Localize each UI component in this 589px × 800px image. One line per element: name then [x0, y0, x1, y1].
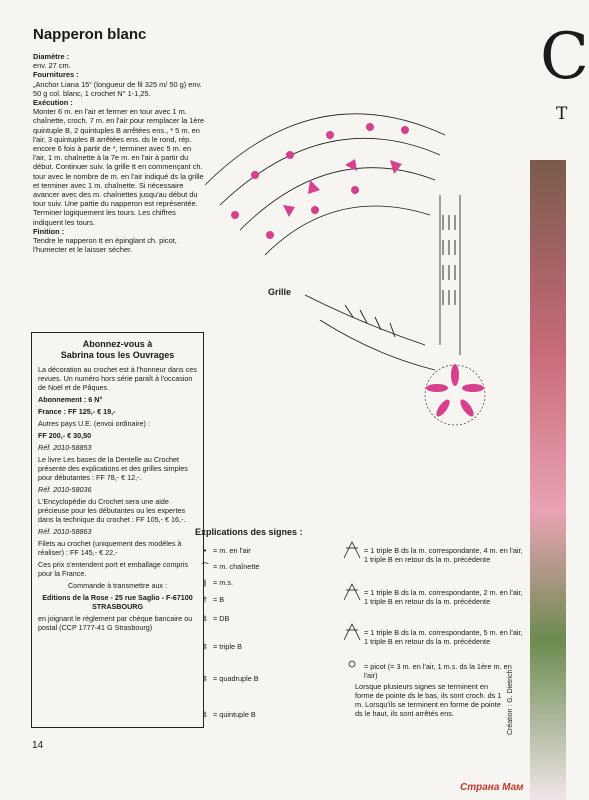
legend-cluster-4ch: = 1 triple B ds la m. correspondante, 4 m. en l'air, 1 triple B en retour ds la m. précédente [364, 546, 523, 564]
watermark: Страна Мам [460, 782, 524, 793]
box-ref-2-text: L'Encyclopédie du Crochet sera une aide précieuse pour les débutantes ou les expertes dans la technique du crochet : FF 105,- € 16,-. [38, 497, 186, 524]
box-publisher: Editions de la Rose - 25 rue Saglio - F-67100 STRASBOURG [42, 593, 193, 611]
diameter-value: env. 27 cm. [33, 61, 71, 71]
stitch-symbol-icon: | [203, 578, 207, 587]
design-credit: Création : G. Dietrich [507, 669, 514, 735]
legend-item: † = B [197, 595, 224, 604]
stitch-symbol-icon: • [203, 546, 207, 555]
legend-item: ‡ = DB [197, 614, 229, 623]
supplies-text: „Anchor Liana 15“ (longueur de fil 325 m/ 50 g) env. 50 g col. blanc, 1 crochet N° 1-1,25. [33, 79, 202, 98]
box-ref-1: Réf. 2010-58853 [38, 443, 92, 452]
legend-title: Explications des signes : [195, 527, 303, 537]
page-number: 14 [32, 740, 44, 751]
page-title: Napperon blanc [33, 26, 147, 43]
legend-cluster-5ch: = 1 triple B ds la m. correspondante, 5 m. en l'air, 1 triple B en retour ds la m. précédente [364, 628, 523, 646]
box-sub-eu: Autres pays U.E. (envoi ordinaire) : [38, 419, 150, 428]
legend-item: ⌒ = m. chaînette [197, 562, 259, 571]
box-ref-3-text: Filets au crochet (uniquement des modèles à réaliser) : FF 145,- € 22,- [38, 539, 182, 557]
instructions-column [33, 52, 205, 254]
box-sub-label: Abonnement : 6 N° [38, 395, 103, 404]
box-ref-2: Réf. 2010-58036 [38, 485, 92, 494]
grille-label: Grille [268, 287, 292, 297]
chart-center-flower [425, 364, 485, 425]
box-payment: en joignant le règlement par chèque bancaire ou postal (CCP 1777-41 G Strasbourg) [38, 614, 193, 632]
chart-stitch-posts [345, 215, 455, 337]
legend-cluster-icons [340, 540, 364, 670]
subscription-box [31, 332, 204, 728]
legend-cluster-2ch: = 1 triple B ds la m. correspondante, 2 m. en l'air, 1 triple B en retour ds la m. précédente [364, 588, 523, 606]
box-ref-1-text: Le livre Les bases de la Dentelle au Crochet présente des explications et des grilles simples pour débutantes : FF 78,- € 12,-. [38, 455, 188, 482]
finishing-label: Finition : [33, 226, 65, 236]
box-sub-france: France : FF 125,- € 19,- [38, 407, 116, 416]
box-heading-1: Abonnez-vous à [82, 339, 153, 349]
box-intro: La décoration au crochet est à l'honneur dans ces revues. Un numéro hors série paraît à l'occasion de Noël et de Pâques. [38, 365, 197, 392]
next-page-letter: C [540, 20, 589, 94]
diameter-label: Diamètre : [33, 52, 70, 61]
legend-item: ‡ = quadruple B [197, 674, 259, 683]
stitch-symbol-icon: ‡ [202, 642, 208, 651]
chart-pink-motifs [231, 123, 409, 239]
stitch-symbol-icon: ‡ [202, 614, 208, 623]
stitch-symbol-icon: ⌒ [201, 562, 209, 571]
crochet-chart [195, 95, 495, 440]
next-page-letter-small: T [556, 104, 568, 124]
finishing-text: Tendre le napperon tt en épinglant ch. picot, l'humecter et le laisser sécher. [33, 236, 177, 255]
box-order-label: Commande à transmettre aux : [67, 581, 168, 590]
stitch-symbol-icon: † [202, 595, 208, 604]
supplies-label: Fournitures : [33, 70, 79, 80]
stitch-symbol-icon: ‡ [202, 710, 208, 719]
legend-note: Lorsque plusieurs signes se terminent en forme de pointe ds le bas, ils sont croch. ds 1 m. Lorsqu'ils se terminent en forme de pointe ds le haut, ils sont arrêtés ens. [355, 682, 502, 718]
legend-item: ‡ = quintuple B [197, 710, 256, 719]
execution-text: Monter 6 m. en l'air et fermer en tour avec 1 m. chaînette, croch. 7 m. en l'air pour remplacer la 1ère quintuple B, 2 quintuples B arrêtées ens., * 5 m. en l'air, 3 quintuples B arrêtées ens. ds le rond, rép. encore 6 fois à partir de *, terminer avec 5 m. en l'air, 1 m. chaînette à la 7e m. en l'air à partir du début. Continuer suiv. la grille tt en commençant ch. tour avec le nombre de m. en l'air indiqué ds la grille et terminer avec 1 m. chaînette. Si nécessaire avancer avec des m. chaînettes jusqu'au début du tour suiv. Une partie du napperon est représentée. Terminer logiquement les tours. Les chiffres indiquent les tours. [33, 107, 205, 227]
legend-item: | = m.s. [197, 578, 233, 587]
box-heading-2: Sabrina tous les Ouvrages [60, 350, 175, 360]
stitch-symbol-icon: ‡ [202, 674, 208, 683]
box-sub-eu-price: FF 200,- € 30,50 [38, 431, 92, 440]
execution-label: Exécution : [33, 98, 73, 108]
legend-item: • = m. en l'air [197, 546, 251, 555]
legend-picot: = picot (= 3 m. en l'air, 1 m.s. ds la 1ère m. en l'air) [364, 662, 512, 680]
box-ref-3: Réf. 2010-58863 [38, 527, 92, 536]
chart-rings [205, 114, 460, 370]
legend-item: ‡ = triple B [197, 642, 242, 651]
box-prices-note: Ces prix s'entendent port et emballage compris pour la France. [38, 560, 188, 578]
